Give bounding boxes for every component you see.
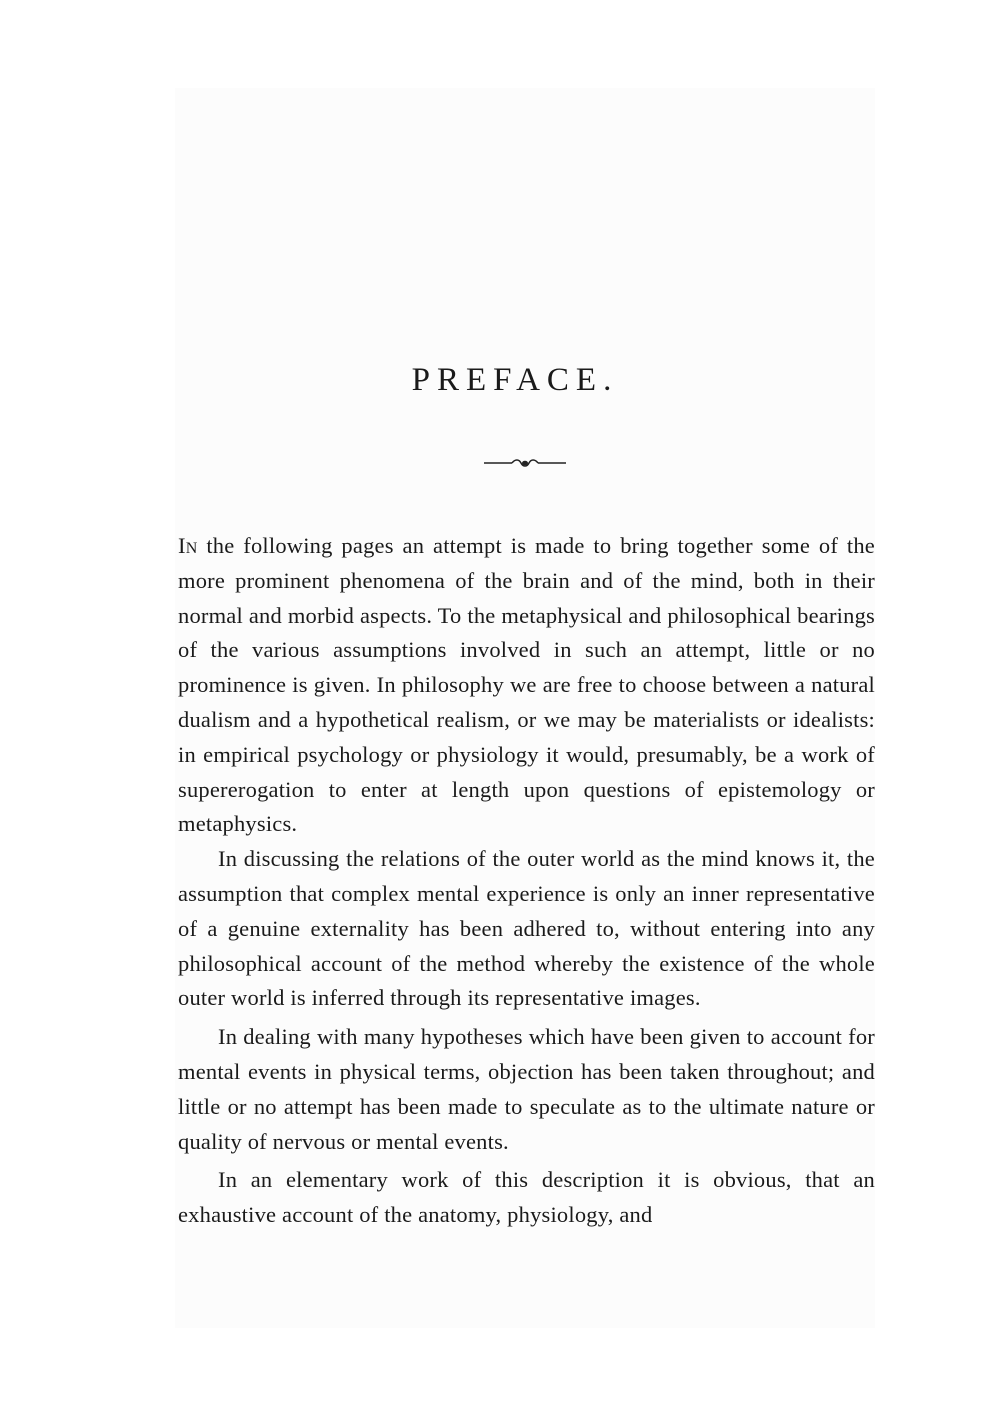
- scroll-rule-ornament-icon: [484, 456, 566, 470]
- paragraph-1-text: the following pages an attempt is made to bring together some of the more prominent phenomena of the brain and of the mind, both in their normal and morbid aspects. To the metaphysical and philosophical bearings of the various assumptions involved in such an attempt, little or no prominence is given. In philosophy we are free to choose between a natural dualism and a hypothetical realism, or we may be materialists or idealists: in empirical psychology or physiology it would, presumably, be a work of supererogation to enter at length upon questions of epistemology or metaphysics.: [178, 533, 875, 837]
- paragraph-3: In dealing with many hypotheses which have been given to account for mental events in physical terms, objection has been taken throughout; and little or no attempt has been made to speculate as to the ultimate nature or quality of nervous or mental events.: [178, 1024, 875, 1154]
- preface-body: [178, 529, 875, 1233]
- page-title: PREFACE.: [411, 362, 619, 398]
- paragraph-lead-word: In: [178, 533, 198, 558]
- paragraph-1: [178, 529, 875, 842]
- paragraph-2: In discussing the relations of the outer world as the mind knows it, the assumption that complex mental experience is only an inner representative of a genuine externality has been adhered to, without entering into any philosophical account of the method whereby the existence of the whole outer world is inferred through its representative images.: [178, 846, 875, 1011]
- paragraph-4: In an elementary work of this description it is obvious, that an exhaustive account of the anatomy, physiology, and: [178, 1167, 875, 1228]
